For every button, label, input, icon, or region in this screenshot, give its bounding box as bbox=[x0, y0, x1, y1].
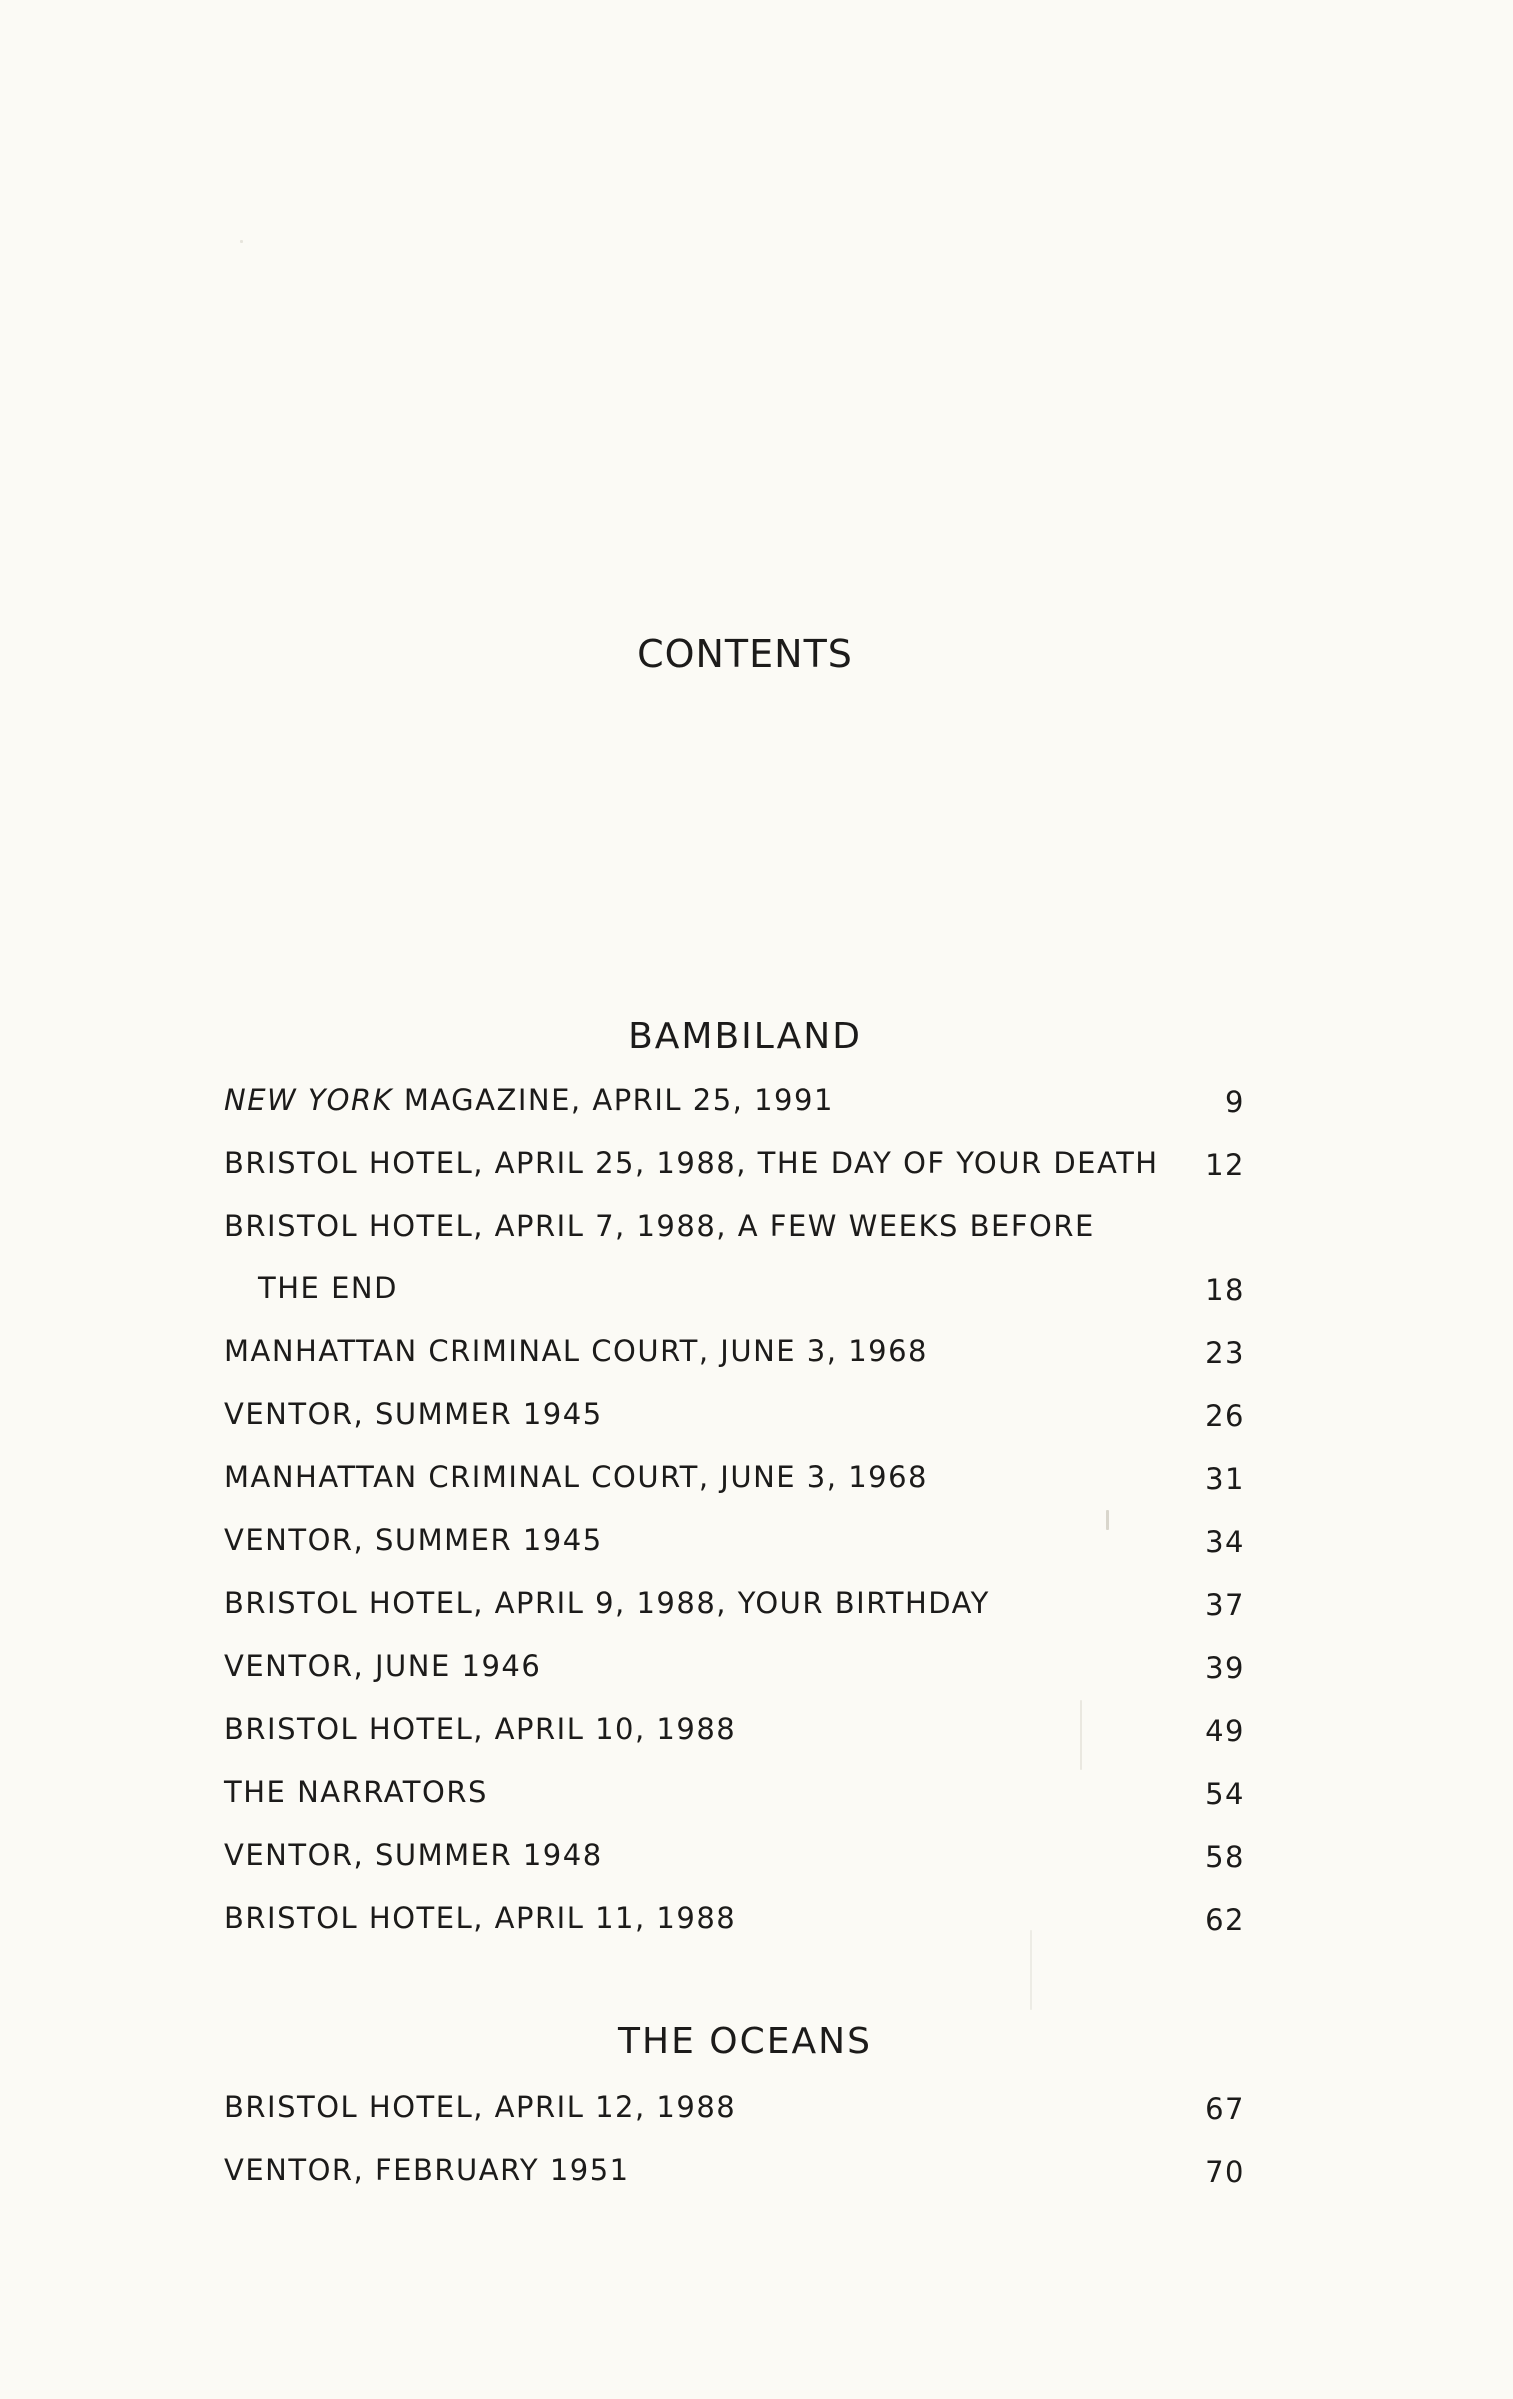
toc-page-number: 26 bbox=[1205, 1399, 1245, 1433]
toc-entry bbox=[220, 2070, 1245, 2133]
toc-entry bbox=[220, 1818, 1245, 1881]
toc-entry-label: VENTOR, SUMMER 1945 bbox=[224, 1523, 603, 1557]
toc-page-number: 34 bbox=[1205, 1525, 1245, 1559]
toc-entry-label: VENTOR, SUMMER 1945 bbox=[224, 1397, 603, 1431]
toc-entry-label: MANHATTAN CRIMINAL COURT, JUNE 3, 1968 bbox=[224, 1334, 928, 1368]
toc-entry bbox=[220, 1629, 1245, 1692]
toc-page-number: 49 bbox=[1205, 1714, 1245, 1748]
toc-entry bbox=[220, 1755, 1245, 1818]
toc-page-number: 62 bbox=[1205, 1903, 1245, 1937]
toc-entry-label: BRISTOL HOTEL, APRIL 11, 1988 bbox=[224, 1901, 737, 1935]
toc-entry bbox=[220, 1377, 1245, 1440]
toc-page-number: 54 bbox=[1205, 1777, 1245, 1811]
toc-page-number: 31 bbox=[1205, 1462, 1245, 1496]
toc-page-number: 58 bbox=[1205, 1840, 1245, 1874]
toc-entry bbox=[220, 1063, 1245, 1126]
toc-entry bbox=[220, 1440, 1245, 1503]
scan-speck bbox=[1106, 1510, 1109, 1530]
toc-page-number: 18 bbox=[1205, 1273, 1245, 1307]
scan-speck bbox=[1030, 1930, 1032, 2010]
toc-entry-label: VENTOR, JUNE 1946 bbox=[224, 1649, 542, 1683]
toc-entry-italic-title: NEW YORK bbox=[224, 1083, 394, 1117]
toc-page-number: 39 bbox=[1205, 1651, 1245, 1685]
toc-entry bbox=[220, 1189, 1245, 1314]
toc-entry bbox=[220, 1692, 1245, 1755]
toc-entry bbox=[220, 1126, 1245, 1189]
section-title-bambiland: BAMBILAND bbox=[628, 1016, 862, 1057]
toc-entry-label: THE NARRATORS bbox=[224, 1775, 488, 1809]
toc-entry-label: BRISTOL HOTEL, APRIL 25, 1988, THE DAY OF YOUR DEATH bbox=[224, 1146, 1159, 1180]
toc-page-number: 9 bbox=[1225, 1085, 1245, 1119]
toc-list-the-oceans bbox=[220, 2070, 1245, 2196]
page-title: CONTENTS bbox=[637, 632, 853, 676]
toc-page-number: 67 bbox=[1205, 2092, 1245, 2126]
toc-entry-label: BRISTOL HOTEL, APRIL 7, 1988, A FEW WEEKS BEFORE bbox=[224, 1209, 1095, 1243]
toc-entry-label: BRISTOL HOTEL, APRIL 10, 1988 bbox=[224, 1712, 737, 1746]
toc-entry-label-continuation: THE END bbox=[258, 1271, 398, 1305]
toc-entry bbox=[220, 1881, 1245, 1944]
scan-speck bbox=[1080, 1700, 1082, 1770]
toc-entry-label: BRISTOL HOTEL, APRIL 12, 1988 bbox=[224, 2090, 737, 2124]
scan-speck bbox=[240, 240, 243, 243]
toc-entry-label-text: MAGAZINE, APRIL 25, 1991 bbox=[393, 1083, 834, 1117]
toc-entry bbox=[220, 2133, 1245, 2196]
toc-entry bbox=[220, 1314, 1245, 1377]
toc-entry-label: VENTOR, FEBRUARY 1951 bbox=[224, 2153, 630, 2187]
toc-page-number: 37 bbox=[1205, 1588, 1245, 1622]
toc-entry bbox=[220, 1503, 1245, 1566]
toc-entry-label: MANHATTAN CRIMINAL COURT, JUNE 3, 1968 bbox=[224, 1460, 928, 1494]
section-title-the-oceans: THE OCEANS bbox=[618, 2021, 872, 2062]
toc-page-number: 12 bbox=[1205, 1148, 1245, 1182]
toc-page-number: 70 bbox=[1205, 2155, 1245, 2189]
toc-entry-label: BRISTOL HOTEL, APRIL 9, 1988, YOUR BIRTHDAY bbox=[224, 1586, 990, 1620]
toc-entry bbox=[220, 1566, 1245, 1629]
toc-list-bambiland bbox=[220, 1063, 1245, 1944]
toc-page-number: 23 bbox=[1205, 1336, 1245, 1370]
toc-entry-label bbox=[224, 1083, 834, 1117]
toc-entry-label: VENTOR, SUMMER 1948 bbox=[224, 1838, 603, 1872]
